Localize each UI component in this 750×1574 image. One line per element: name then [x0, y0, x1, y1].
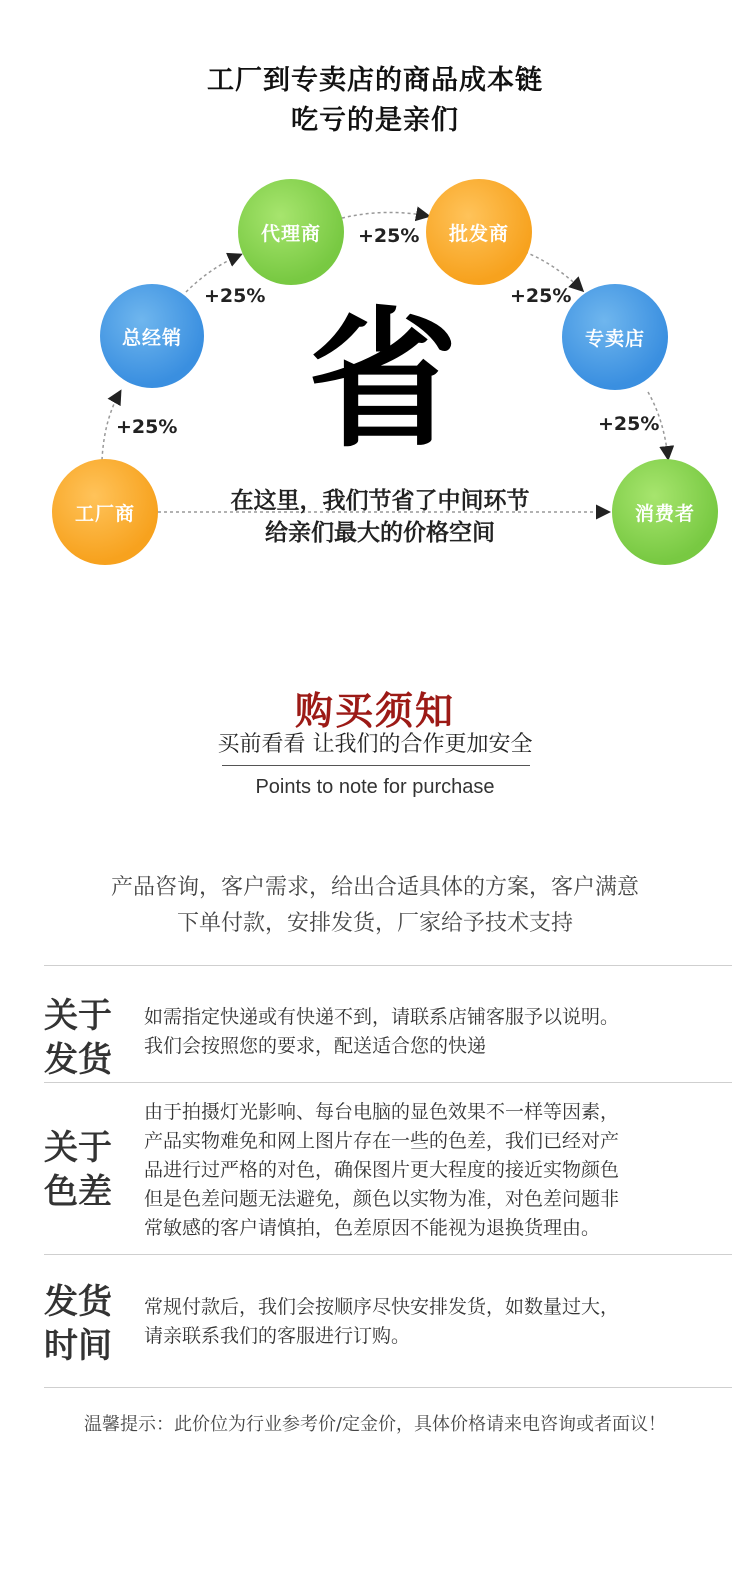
- section-label-line: 时间: [44, 1326, 112, 1366]
- node-consumer: 消费者: [612, 459, 718, 565]
- section-text-shipping: [144, 1003, 724, 1061]
- divider: [44, 1254, 732, 1255]
- markup-label: +25%: [358, 225, 420, 247]
- section-text-line: 常规付款后，我们会按顺序尽快安排发货，如数量过大，: [144, 1296, 620, 1318]
- saving-text-line2: 给亲们最大的价格空间: [265, 520, 495, 546]
- intro-line1: 产品咨询，客户需求，给出合适具体的方案，客户满意: [110, 875, 639, 900]
- divider: [44, 1387, 732, 1388]
- section-text-line: 如需指定快递或有快递不到，请联系店铺客服予以说明。: [144, 1006, 620, 1028]
- section-text-line: 由于拍摄灯光影响、每台电脑的显色效果不一样等因素，: [144, 1101, 620, 1123]
- node-distributor: 总经销: [100, 284, 204, 388]
- markup-label: +25%: [598, 413, 660, 435]
- intro-line2: 下单付款，安排发货，厂家给予技术支持: [176, 911, 573, 936]
- notice-english: Points to note for purchase: [255, 776, 495, 798]
- node-store: 专卖店: [562, 284, 668, 390]
- node-factory: 工厂商: [52, 459, 158, 565]
- section-text-shipping-time: [144, 1293, 724, 1351]
- markup-label: +25%: [510, 285, 572, 307]
- section-label-line: 色差: [44, 1172, 112, 1212]
- markup-label: +25%: [116, 416, 178, 438]
- divider: [44, 965, 732, 966]
- save-character: 省: [307, 294, 458, 468]
- section-label-color: [44, 1126, 122, 1214]
- section-label-line: 发货: [44, 1040, 112, 1080]
- section-text-line: 产品实物难免和网上图片存在一些的色差，我们已经对产: [144, 1130, 620, 1152]
- node-wholesaler: 批发商: [426, 179, 532, 285]
- footer-tip: 温馨提示：此价位为行业参考价/定金价，具体价格请来电咨询或者面议！: [83, 1414, 667, 1435]
- section-label-shipping: [44, 994, 122, 1082]
- section-label-line: 关于: [44, 1128, 112, 1168]
- section-label-line: 关于: [44, 996, 112, 1036]
- section-text-line: 常敏感的客户请慎拍，色差原因不能视为退换货理由。: [144, 1217, 601, 1239]
- divider: [44, 1082, 732, 1083]
- section-label-line: 发货: [44, 1282, 112, 1322]
- arrow-agent-to-wholesaler: [342, 212, 428, 218]
- diagram-title-line2: 吃亏的是亲们: [291, 105, 459, 136]
- diagram-title-line1: 工厂到专卖店的商品成本链: [207, 65, 543, 96]
- node-agent: 代理商: [238, 179, 344, 285]
- section-text-line: 但是色差问题无法避免，颜色以实物为准，对色差问题非: [144, 1188, 620, 1210]
- section-text-color: [144, 1098, 724, 1243]
- section-label-shipping-time: [44, 1280, 122, 1368]
- notice-subtitle: 买前看看 让我们的合作更加安全: [217, 732, 533, 757]
- notice-divider: [222, 765, 530, 766]
- section-text-line: 品进行过严格的对色，确保图片更大程度的接近实物颜色: [144, 1159, 620, 1181]
- saving-text-line1: 在这里，我们节省了中间环节: [230, 488, 530, 514]
- notice-title: 购买须知: [294, 689, 455, 733]
- section-text-line: 我们会按照您的要求，配送适合您的快递: [144, 1035, 487, 1057]
- section-text-line: 请亲联系我们的客服进行订购。: [144, 1325, 411, 1347]
- markup-label: +25%: [204, 285, 266, 307]
